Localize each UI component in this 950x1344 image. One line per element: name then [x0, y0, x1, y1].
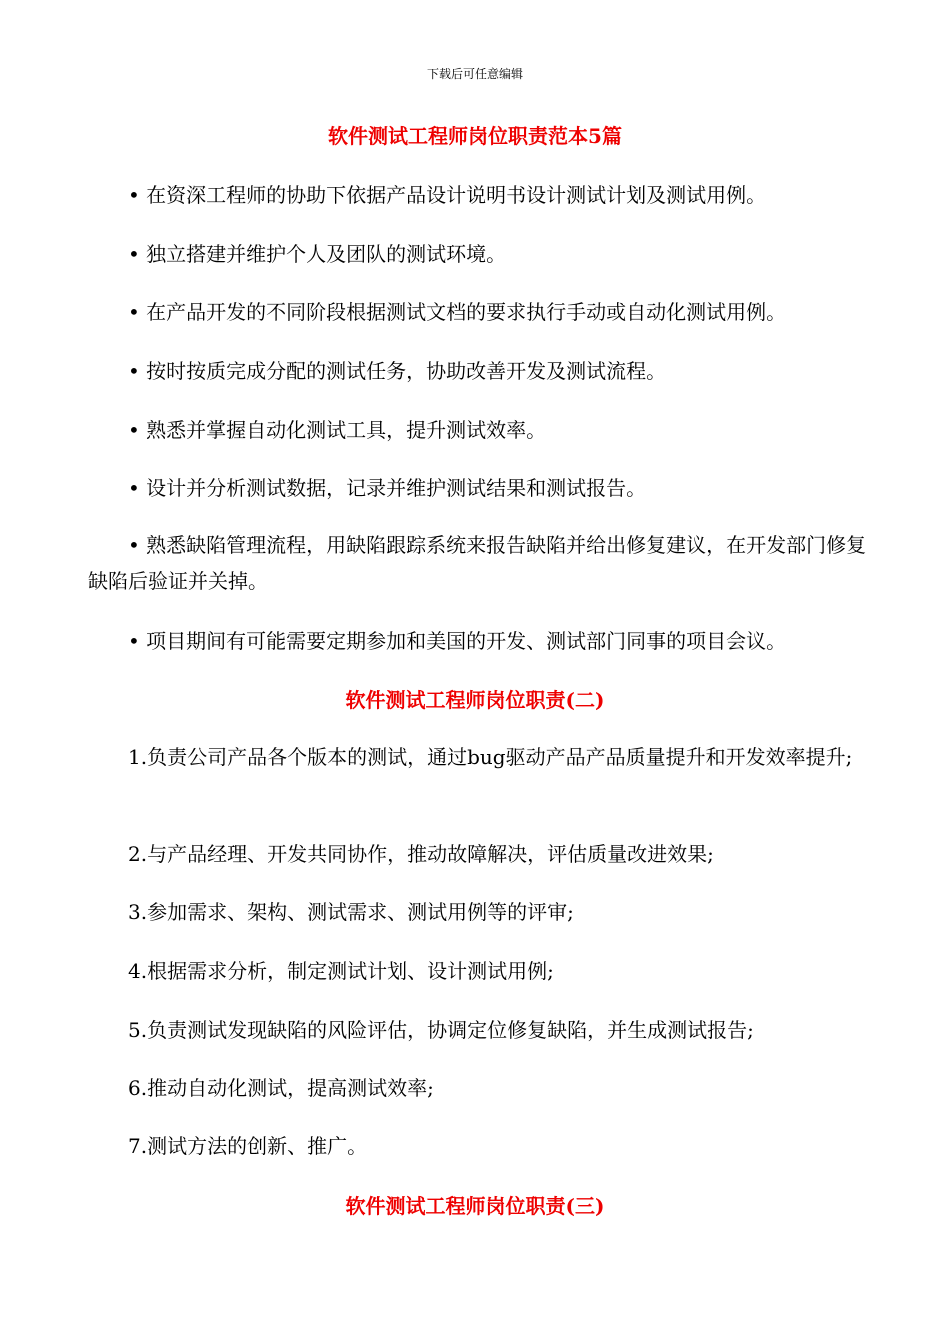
list-item: • 项目期间有可能需要定期参加和美国的开发、测试部门同事的项目会议。 [128, 629, 787, 653]
list-item: 5.负责测试发现缺陷的风险评估，协调定位修复缺陷，并生成测试报告; [128, 1018, 754, 1042]
list-item: 2.与产品经理、开发共同协作，推动故障解决，评估质量改进效果; [128, 842, 714, 866]
list-item: • 在产品开发的不同阶段根据测试文档的要求执行手动或自动化测试用例。 [128, 300, 787, 324]
list-item: • 熟悉并掌握自动化测试工具，提升测试效率。 [128, 418, 547, 442]
list-item: 4.根据需求分析，制定测试计划、设计测试用例; [128, 959, 554, 983]
list-item: 1.负责公司产品各个版本的测试，通过bug驱动产品产品质量提升和开发效率提升; [128, 745, 853, 769]
section-heading-3: 软件测试工程师岗位职责(三) [345, 1194, 605, 1218]
list-item: • 熟悉缺陷管理流程，用缺陷跟踪系统来报告缺陷并给出修复建议，在开发部门修复缺陷后验证并关掉。 [88, 533, 867, 593]
list-item: • 设计并分析测试数据，记录并维护测试结果和测试报告。 [128, 476, 647, 500]
list-item: 3.参加需求、架构、测试需求、测试用例等的评审; [128, 900, 574, 924]
list-item: • 按时按质完成分配的测试任务，协助改善开发及测试流程。 [128, 359, 667, 383]
list-item: 6.推动自动化测试，提高测试效率; [128, 1076, 434, 1100]
header-note: 下载后可任意编辑 [426, 67, 523, 81]
document-title: 软件测试工程师岗位职责范本5篇 [328, 124, 622, 148]
list-item: 7.测试方法的创新、推广。 [128, 1134, 368, 1158]
list-item: • 独立搭建并维护个人及团队的测试环境。 [128, 242, 507, 266]
list-item: • 在资深工程师的协助下依据产品设计说明书设计测试计划及测试用例。 [128, 183, 767, 207]
section-heading-2: 软件测试工程师岗位职责(二) [345, 688, 605, 712]
